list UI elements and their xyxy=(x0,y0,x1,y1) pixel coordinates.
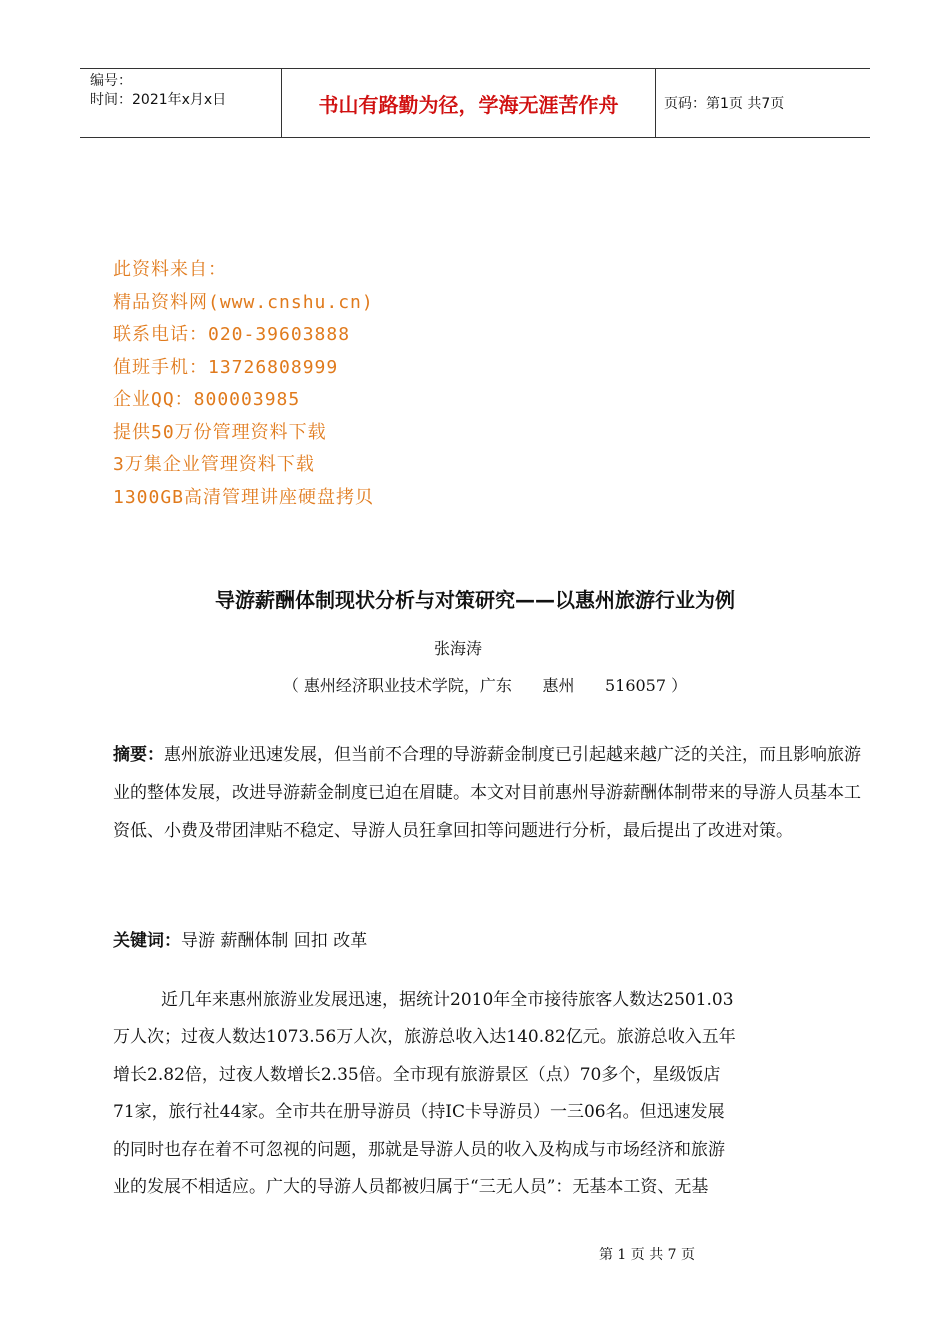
keywords-label: 关键词： xyxy=(113,931,181,951)
source-line: 值班手机：13726808999 xyxy=(113,356,339,378)
source-line: 此资料来自： xyxy=(113,259,227,280)
body-line: 增长2.82倍，过夜人数增长2.35倍。全市现有旅游景区（点）70多个，星级饭店 xyxy=(113,1064,721,1085)
article-author: 张海涛 xyxy=(433,639,482,658)
header-meta-cell xyxy=(80,69,282,137)
header-table xyxy=(80,68,870,138)
document-time: 时间：2021年x月x日 xyxy=(90,92,227,108)
article-title: 导游薪酬体制现状分析与对策研究——以惠州旅游行业为例 xyxy=(215,588,735,612)
body-line: 71家，旅行社44家。全市共在册导游员（持IC卡导游员）一三06名。但迅速发展 xyxy=(113,1102,725,1123)
source-info-block xyxy=(113,254,374,514)
page-footer: 第 1 页 共 7 页 xyxy=(598,1247,696,1263)
article-affiliation: （ 惠州经济职业技术学院，广东 惠州 516057 ） xyxy=(282,676,688,695)
body-line: 近几年来惠州旅游业发展迅速，据统计2010年全市接待旅客人数达2501.03 xyxy=(161,990,734,1010)
abstract-label: 摘要： xyxy=(113,745,164,765)
keywords-text: 导游 薪酬体制 回扣 改革 xyxy=(181,931,368,951)
header-page-info: 页码：第1页 共7页 xyxy=(664,96,785,112)
source-line: 1300GB高清管理讲座硬盘拷贝 xyxy=(113,486,375,508)
abstract xyxy=(113,736,863,850)
body-line: 万人次；过夜人数达1073.56万人次，旅游总收入达140.82亿元。旅游总收入五年 xyxy=(113,1027,736,1048)
source-line: 精品资料网(www.cnshu.cn) xyxy=(113,291,374,313)
source-line: 3万集企业管理资料下载 xyxy=(113,454,315,475)
abstract-text: 惠州旅游业迅速发展，但当前不合理的导游薪金制度已引起越来越广泛的关注，而且影响旅游业的整体发展，改进导游薪金制度已迫在眉睫。本文对目前惠州导游薪酬体制带来的导游人员基本工资低、小费及带团津贴不稳定、导游人员狂拿回扣等问题进行分析，最后提出了改进对策。 xyxy=(113,745,861,841)
body-paragraph xyxy=(113,982,736,1206)
body-line: 业的发展不相适应。广大的导游人员都被归属于“三无人员”：无基本工资、无基 xyxy=(113,1177,709,1198)
body-line: 的同时也存在着不可忽视的问题，那就是导游人员的收入及构成与市场经济和旅游 xyxy=(113,1139,725,1160)
header-motto: 书山有路勤为径，学海无涯苦作舟 xyxy=(282,69,656,137)
source-line: 联系电话：020-39603888 xyxy=(113,324,351,345)
keywords xyxy=(113,922,863,960)
document-number: 编号： xyxy=(90,73,132,89)
source-line: 企业QQ：800003985 xyxy=(113,389,301,410)
source-line: 提供50万份管理资料下载 xyxy=(113,421,327,443)
